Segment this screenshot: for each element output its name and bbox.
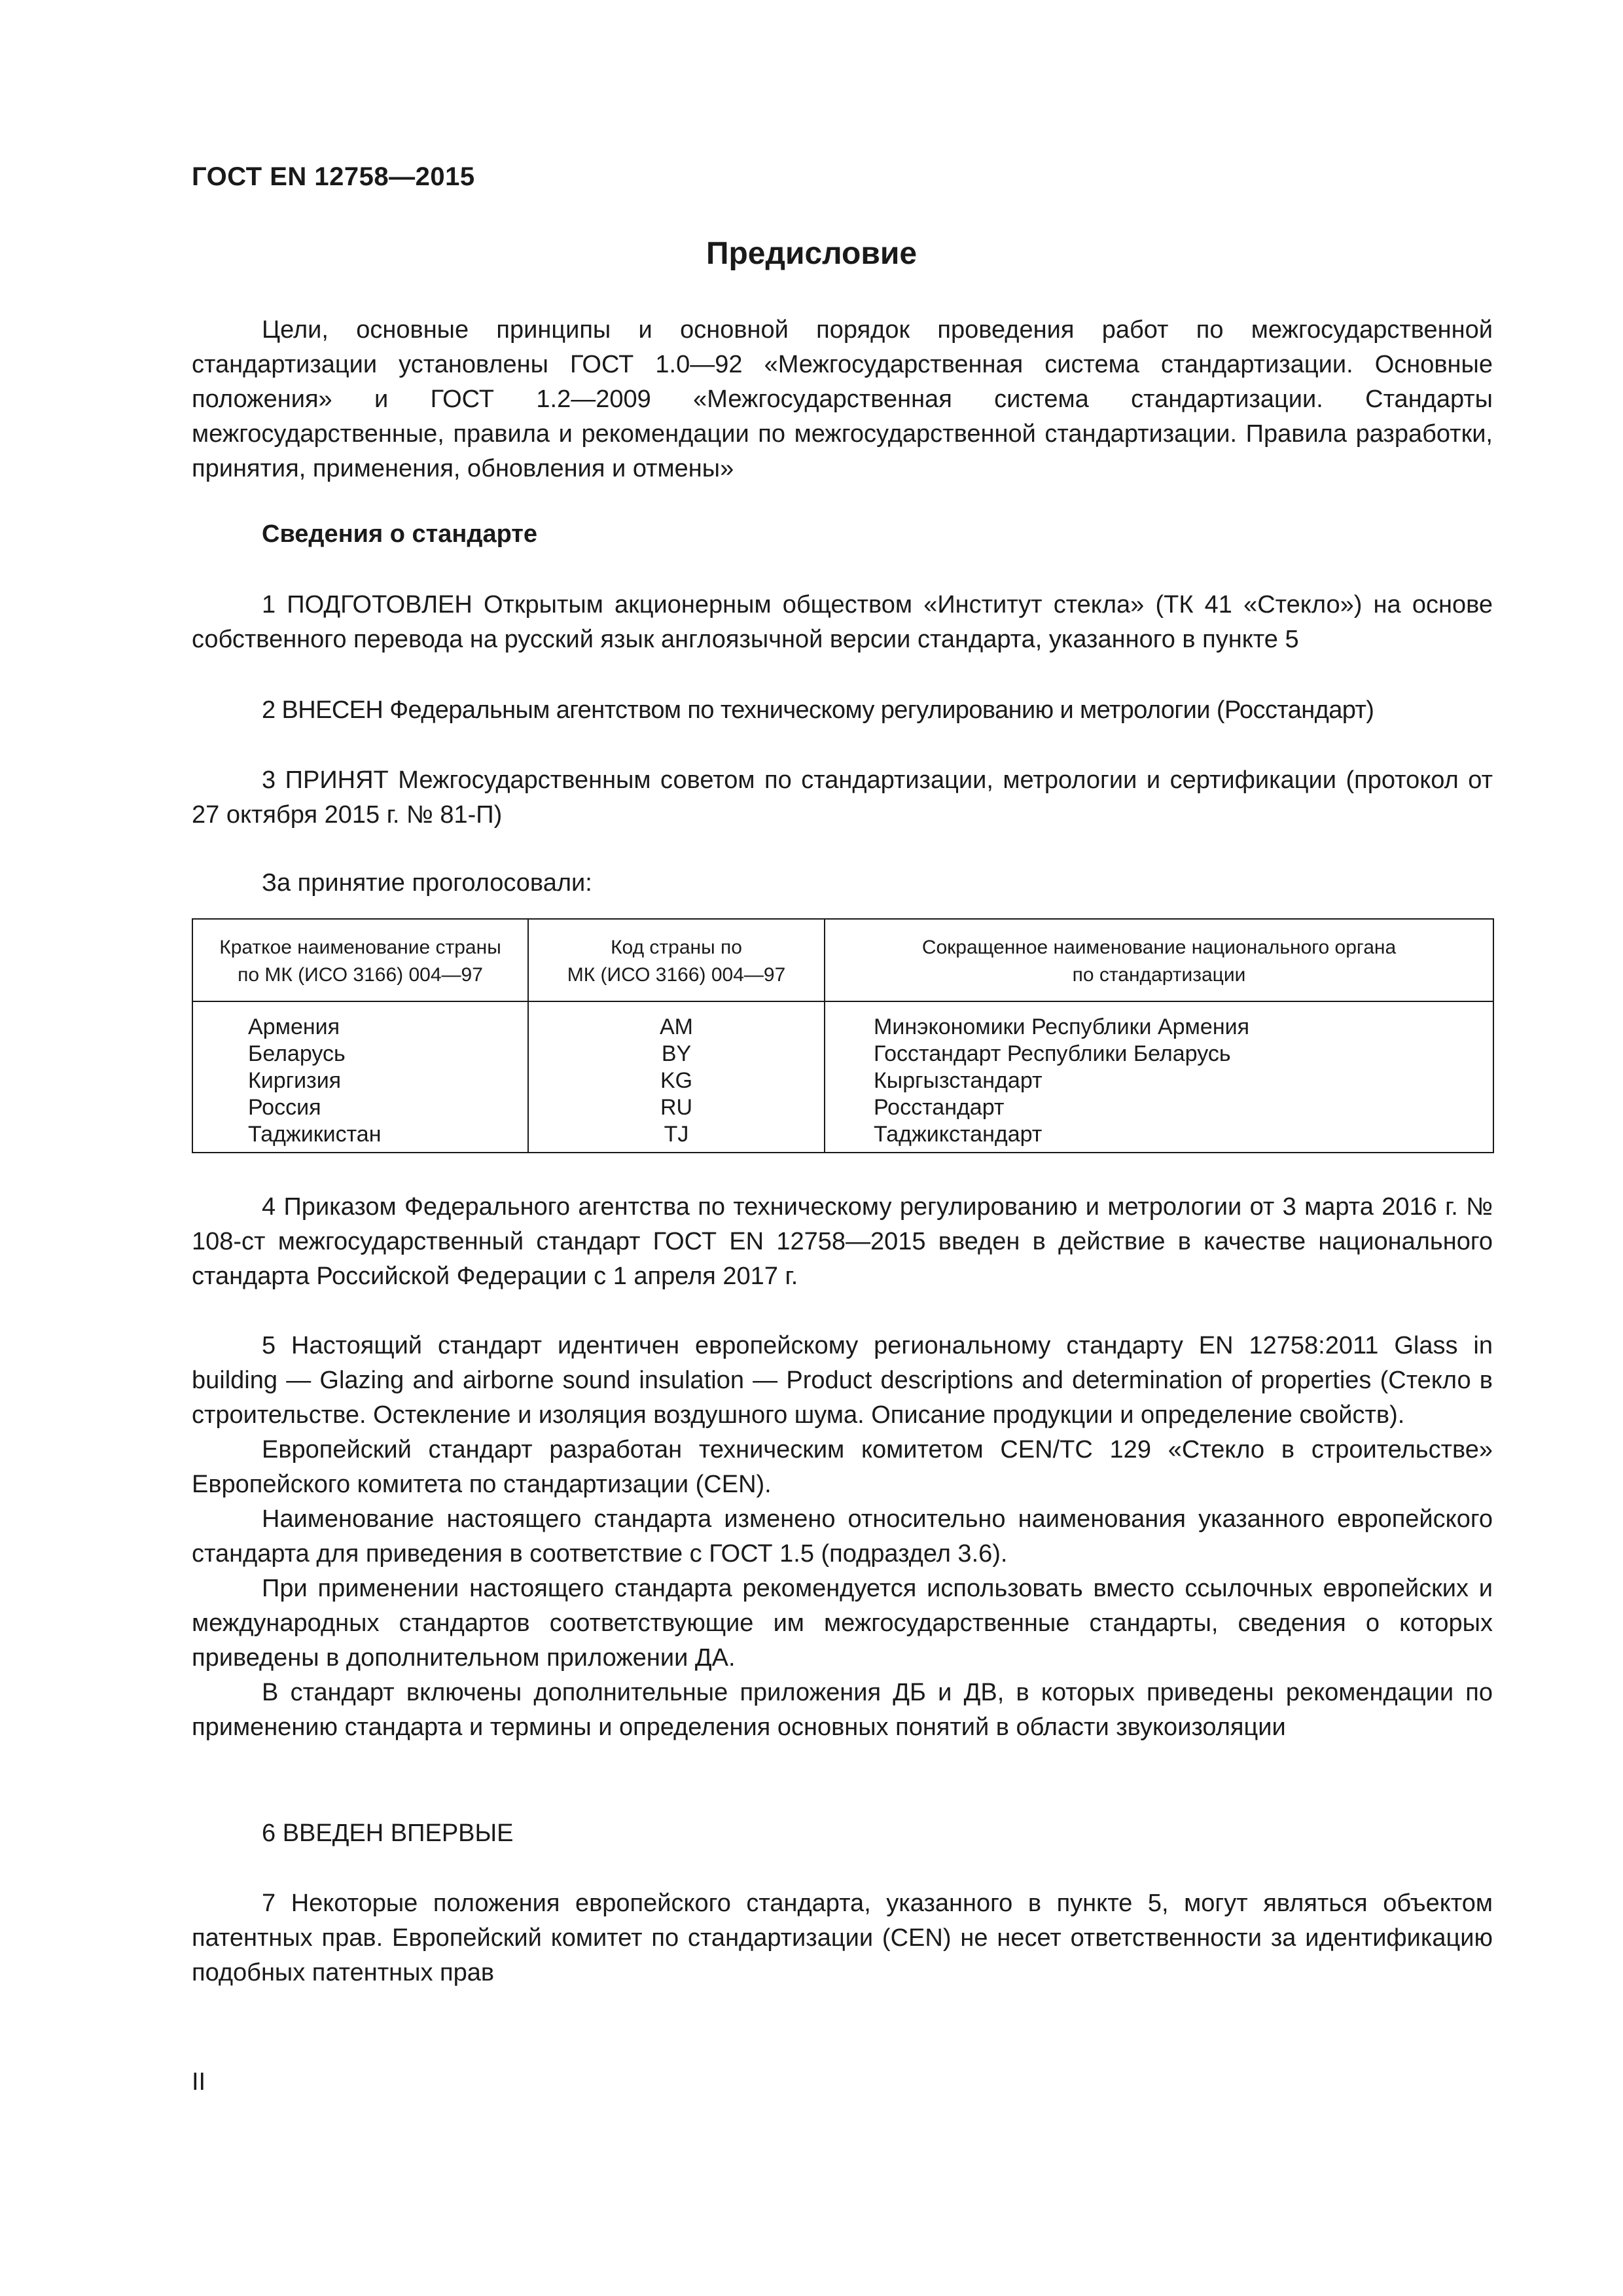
- country-cell: Россия: [192, 1094, 528, 1121]
- code-cell: AM: [528, 1001, 825, 1041]
- item-1-paragraph: 1 ПОДГОТОВЛЕН Открытым акционерным обществом «Институт стекла» (ТК 41 «Стекло») на основе собственного перевода на русский язык англоязычной версии стандарта, указанного в пункте 5: [192, 591, 1493, 653]
- table-row: [192, 1121, 1493, 1153]
- code-cell: KG: [528, 1067, 825, 1094]
- item-6-block: [192, 1816, 1493, 1851]
- code-cell: TJ: [528, 1121, 825, 1153]
- header-code: [528, 919, 825, 1001]
- item-5-paragraph-d: При применении настоящего стандарта рекомендуется использовать вместо ссылочных европейских и международных стандартов соответствующие им межгосударственные стандарты, сведения о которых приведены в дополнительном приложении ДА.: [192, 1575, 1493, 1672]
- org-cell: Росстандарт: [825, 1094, 1493, 1121]
- item-2-paragraph: 2 ВНЕСЕН Федеральным агентством по техническому регулированию и метрологии (Росстандарт): [262, 696, 1374, 724]
- intro-paragraph: Цели, основные принципы и основной порядок проведения работ по межгосударственной стандартизации установлены ГОСТ 1.0—92 «Межгосударственная система стандартизации. Основные положения» и ГОСТ 1.2—2009 «Межгосударственная система стандартизации. Стандарты межгосударственные, правила и рекомендации по межгосударственной стандартизации. Правила разработки, принятия, применения, обновления и отмены»: [192, 316, 1493, 482]
- header-country-line2: по МК (ИСО 3166) 004—97: [238, 964, 483, 986]
- header-org-line1: Сокращенное наименование национального органа: [921, 937, 1397, 958]
- voted-line-block: [192, 866, 1493, 901]
- item-6-paragraph: 6 ВВЕДЕН ВПЕРВЫЕ: [262, 1820, 514, 1847]
- header-country: [192, 919, 528, 1001]
- item-4-block: [192, 1190, 1493, 1294]
- header-code-line1: Код страны по: [611, 937, 742, 958]
- info-heading-block: [192, 517, 1493, 552]
- country-cell: Таджикистан: [192, 1121, 528, 1153]
- country-cell: Киргизия: [192, 1067, 528, 1094]
- header-org: [825, 919, 1493, 1001]
- header-country-line1: Краткое наименование страны: [219, 937, 501, 958]
- voted-line: За принятие проголосовали:: [262, 869, 592, 897]
- table-header-row: [192, 919, 1493, 1001]
- org-cell: Госстандарт Республики Беларусь: [825, 1041, 1493, 1067]
- item-5-paragraph-b: Европейский стандарт разработан техническим комитетом CEN/TC 129 «Стекло в строительстве» Европейского комитета по стандартизации (CEN).: [192, 1436, 1493, 1498]
- item-5-paragraph-e: В стандарт включены дополнительные приложения ДБ и ДВ, в которых приведены рекомендации по применению стандарта и термины и определения основных понятий в области звукоизоляции: [192, 1679, 1493, 1741]
- code-cell: RU: [528, 1094, 825, 1121]
- voting-table-wrap: [192, 918, 1493, 1153]
- org-cell: Кыргызстандарт: [825, 1067, 1493, 1094]
- header-code-line2: МК (ИСО 3166) 004—97: [567, 964, 786, 986]
- item-2-block: [192, 693, 1493, 728]
- info-heading: Сведения о стандарте: [262, 520, 538, 548]
- item-1-block: [192, 588, 1493, 657]
- item-7-block: [192, 1886, 1493, 1990]
- item-3-paragraph: 3 ПРИНЯТ Межгосударственным советом по стандартизации, метрологии и сертификации (протокол от 27 октября 2015 г. № 81-П): [192, 766, 1493, 829]
- table-row: [192, 1001, 1493, 1041]
- code-cell: BY: [528, 1041, 825, 1067]
- intro-block: [192, 313, 1493, 486]
- table-row: [192, 1094, 1493, 1121]
- table-row: [192, 1041, 1493, 1067]
- org-cell: Минэкономики Республики Армения: [825, 1001, 1493, 1041]
- document-code-header: ГОСТ EN 12758—2015: [192, 162, 475, 191]
- page-title: Предисловие: [705, 236, 918, 271]
- item-4-paragraph: 4 Приказом Федерального агентства по техническому регулированию и метрологии от 3 марта 2016 г. № 108-ст межгосударственный стандарт ГОСТ EN 12758—2015 введен в действие в качестве национального стандарта Российской Федерации с 1 апреля 2017 г.: [192, 1193, 1493, 1290]
- item-5-paragraph-c: Наименование настоящего стандарта изменено относительно наименования указанного европейского стандарта для приведения в соответствие с ГОСТ 1.5 (подраздел 3.6).: [192, 1505, 1493, 1568]
- header-org-line2: по стандартизации: [1072, 964, 1246, 986]
- item-3-block: [192, 763, 1493, 833]
- country-cell: Армения: [192, 1001, 528, 1041]
- country-cell: Беларусь: [192, 1041, 528, 1067]
- item-5-paragraph: 5 Настоящий стандарт идентичен европейскому региональному стандарту EN 12758:2011 Glass in building — Glazing and airborne sound insulation — Product descriptions and determination of properties (Стекло в строительстве. Остекление и изоляция воздушного шума. Описание продукции и определение свойств).: [192, 1332, 1493, 1429]
- item-5-block: [192, 1329, 1493, 1745]
- org-cell: Таджикстандарт: [825, 1121, 1493, 1153]
- table-row: [192, 1067, 1493, 1094]
- item-7-paragraph: 7 Некоторые положения европейского стандарта, указанного в пункте 5, могут являться объектом патентных прав. Европейский комитет по стандартизации (CEN) не несет ответственности за идентификацию подобных патентных прав: [192, 1890, 1493, 1986]
- voting-table: [192, 918, 1494, 1153]
- page-number: II: [192, 2068, 206, 2096]
